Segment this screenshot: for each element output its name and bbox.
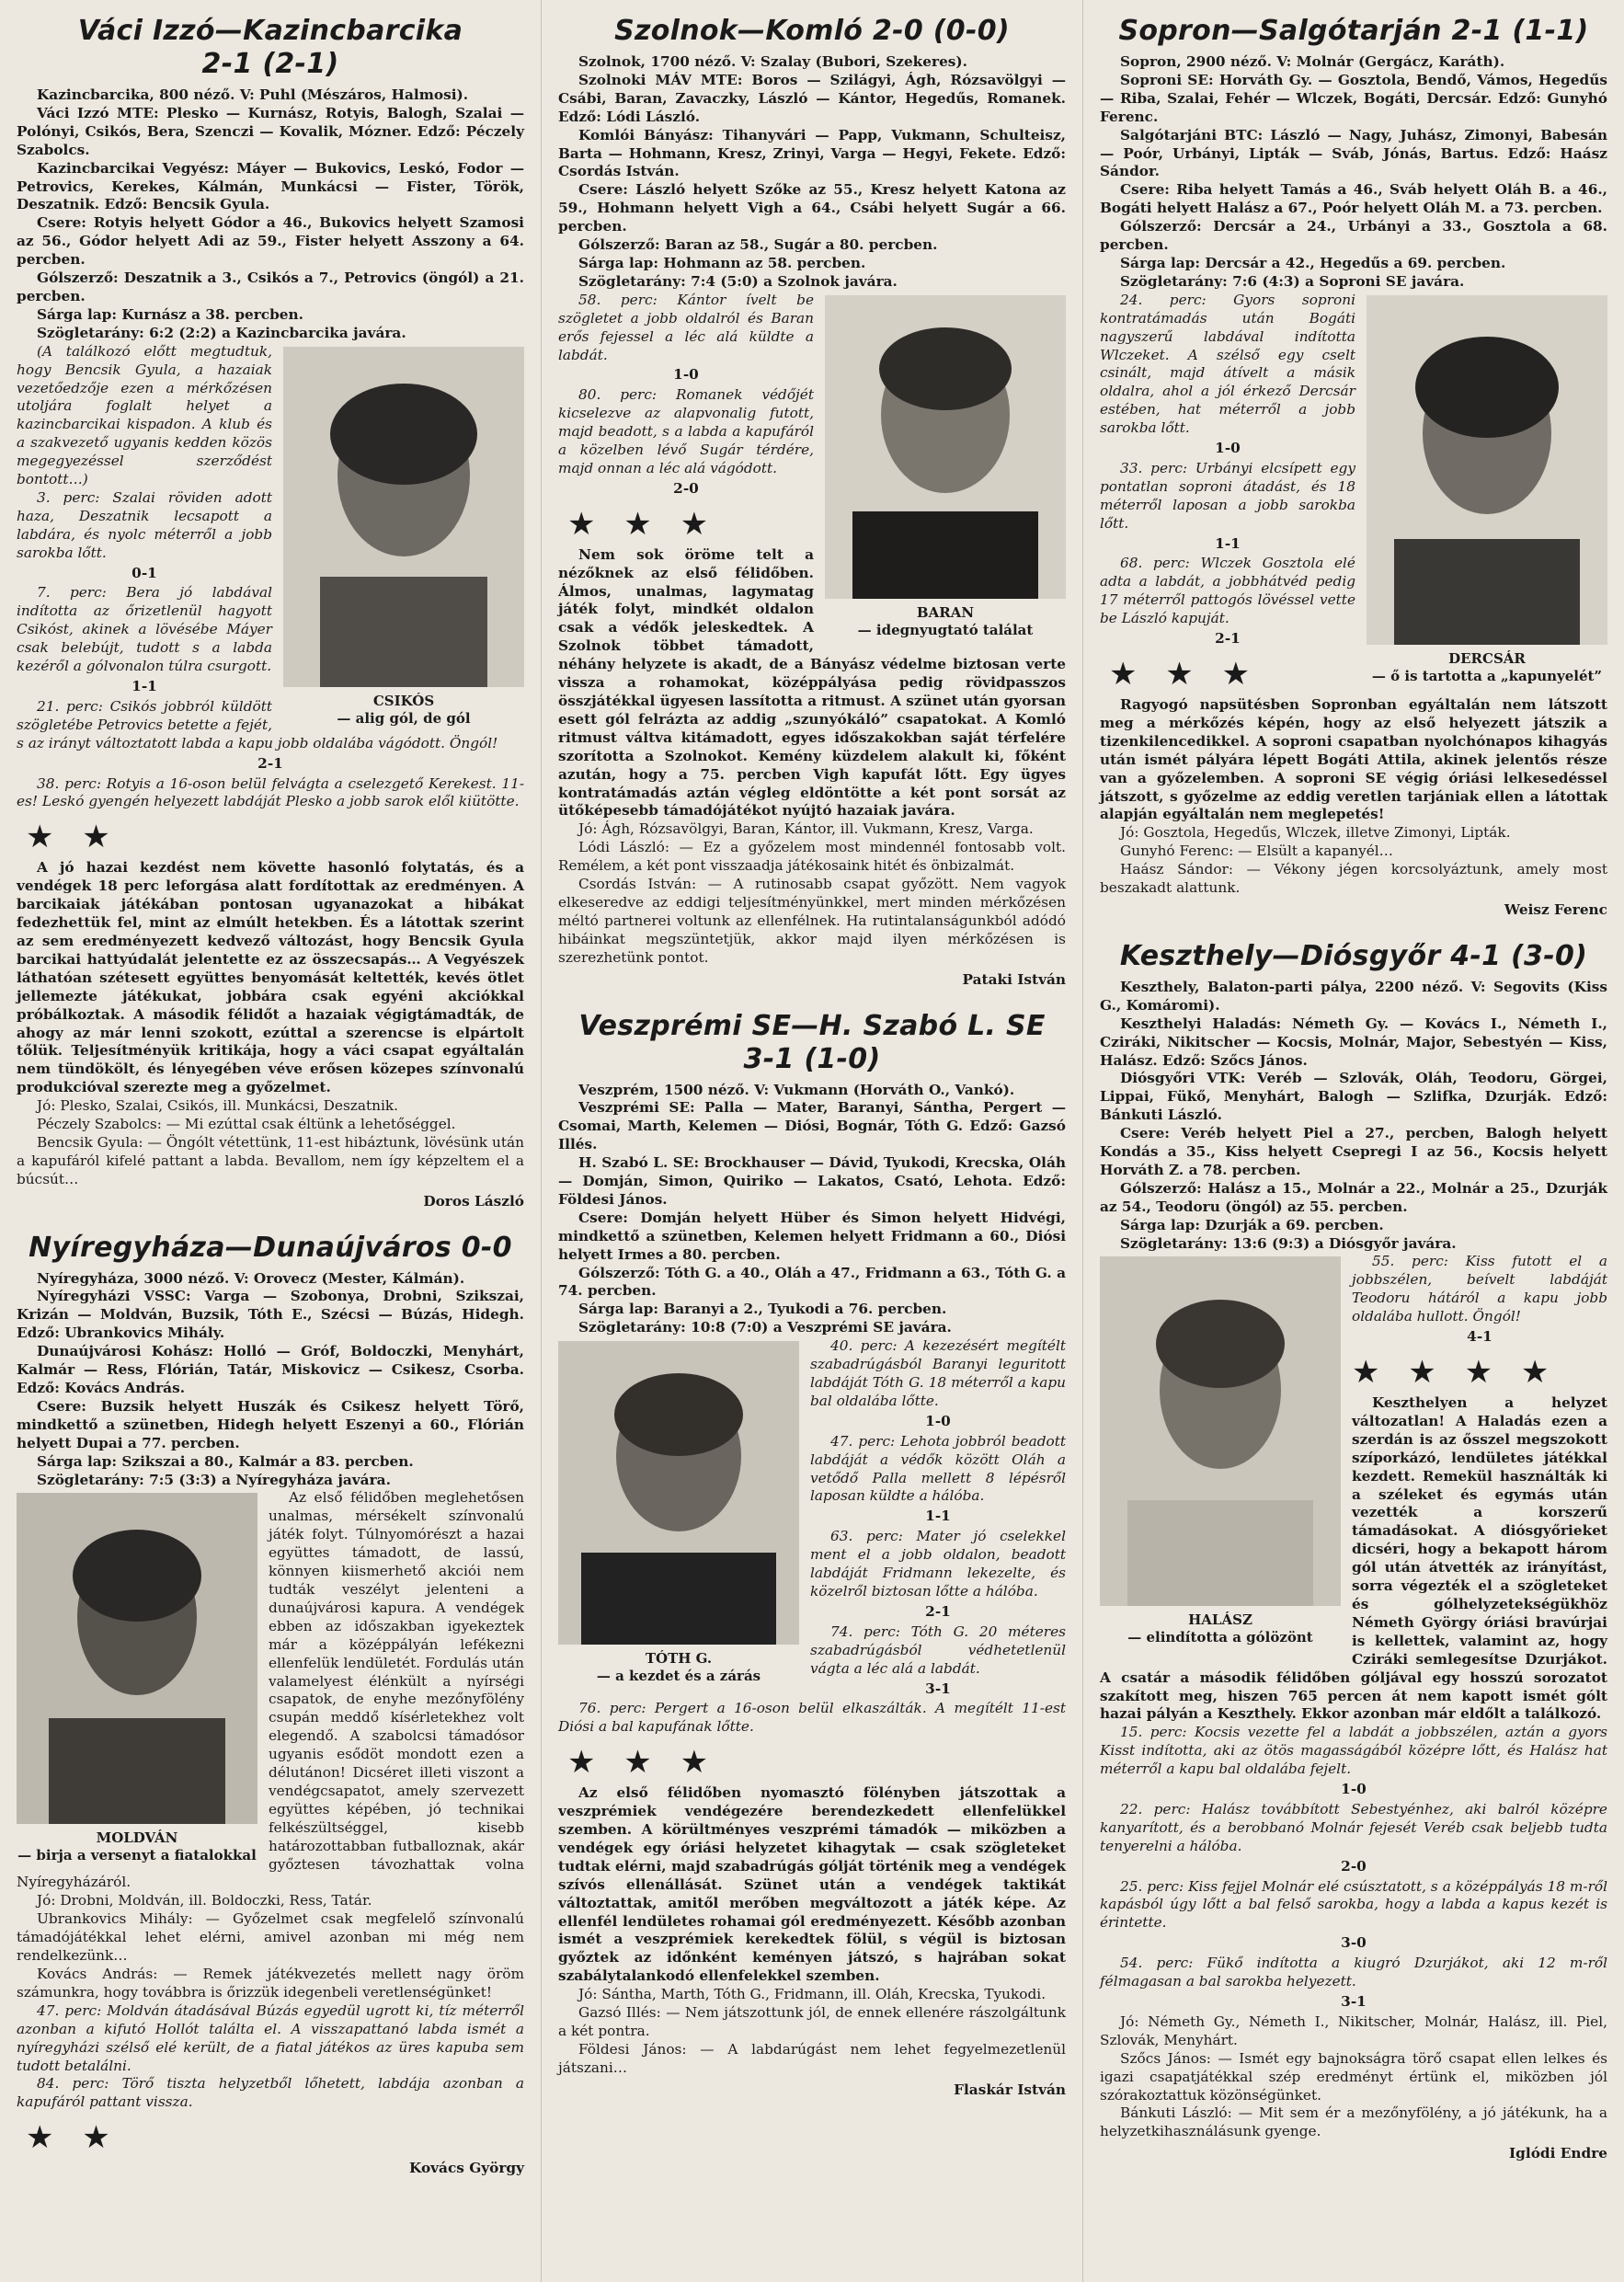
best-players: Jó: Gosztola, Hegedűs, Wlczek, illetve Zimonyi, Lipták. [1120,824,1511,842]
minute-47: 47. perc: Moldván átadásával Búzás egyedül ugrott ki, tíz méterről azonban a kifutó Hollót találta el. A visszapattanó labda ismét a nyíregyházi szélső elé került, de a fiatal játékos az üres kapuba sem tudott betalálni. [17,2001,524,2074]
lineup-away: Salgótarjáni BTC: László — Nagy, Juhász, Zimonyi, Babesán — Poór, Urbányi, Lipták — Sváb, Jónás, Bartus. Edző: Haász Sándor. [1100,126,1607,180]
coach-quote-home: Ubrankovics Mihály: — Győzelmet csak megfelelő színvonalú támadójátékkal lehet elérni, amivel azonban mi még nem rendelkezünk… [17,1910,524,1965]
lineup-home: Váci Izzó MTE: Plesko — Kurnász, Rotyis, Balogh, Szalai — Polónyi, Csikós, Bera, Szenczi — Kovalik, Mózner. Edző: Péczely Szabolcs. [17,104,524,158]
running-score: 4-1 [1467,1328,1492,1346]
author: Iglódi Endre [1509,2145,1607,2162]
report-nyiregyhaza-dunaujvaros [17,1232,524,2179]
coach-quote-home: Gunyhó Ferenc: — Elsült a kapanyél… [1120,843,1393,860]
match-info: Kazincbarcika, 800 néző. V: Puhl (Mészáros, Halmosi). [37,86,469,103]
scorers: Gólszerző: Deszatnik a 3., Csikós a 7., Petrovics (öngól) a 21. percben. [17,269,524,304]
best-players: Jó: Németh Gy., Németh I., Nikitscher, Molnár, Halász, ill. Piel, Szlovák, Menyhárt. [1100,2013,1607,2048]
photo-caption: DERCSÁR — ő is tartotta a „kapunyelét” [1371,649,1603,684]
best-players: Jó: Sántha, Marth, Tóth G., Fridmann, ill. Oláh, Krecska, Tyukodi. [578,1986,1046,2003]
headline: Sopron—Salgótarján 2-1 (1-1) [1118,15,1589,47]
minute-58: 58. perc: Kántor ívelt be szögletet a jobb oldalról és Baran erős fejessel a léc alá küldte a labdát. [558,291,814,363]
photo-caption: TÓTH G. — a kezdet és a zárás [596,1650,761,1685]
coach-quote-home: Szőcs János: — Ismét egy bajnokságra törő csapat ellen lelkes és igazi csapatjátékkal szép eredményt értünk el, miközben jól szórakoztattuk közönségünket. [1100,2049,1607,2104]
minute-74: 74. perc: Tóth G. 20 méteres szabadrúgásból védhetetlenül vágta a léc alá a labdát. [810,1623,1066,1677]
match-review: Keszthelyen a helyzet változatlan! A Haladás ezen a szerdán is az ősszel megszokott szíporkázó, lendületes játékkal kezdett. Remekül használták ki a széleket és egymás után vezették a korszerű támadásokat. A diósgyőrieket dicséri, hogy a bekapott három gól után átvették az irányítást, sorra végezték el a szögleteket és gólhelyzetekségükhöz Németh György óriási bravúrjai is kellettek, valamint az, hogy Cziráki semlegesítse Dzurjákot. A csatár a második félidőben góljával egy hosszú sorozatot szakított meg, hiszen 765 percen át nem kapott ismét gólt hazai pályán a Keszthely. Ekkor azonban már eldőlt a találkozó. [1100,1394,1607,1723]
match-review: A jó hazai kezdést nem követte hasonló folytatás, és a vendégek 18 perc leforgása alatt fordítottak az eredményen. A barcikaiak játékában pontosan ugyanazokat a hibákat fedezhettük fel, mint az elmúlt hetekben. És a látottak szerint az sem eredményezett kedvező változást, hogy Bencsik Gyula barcikai hattyúdalát jelentette ez az összecsapás… A Vegyészek láthatóan szétesett együttes benyomását keltették, kevés ötlet jellemezte játékukat, jobbára csak egyéni akciókkal próbálkoztak. A második félidőt a hazaiak végigtámadták, de ahogy az már lenni szokott, ezúttal a szerencse is elpártolt tőlük. Teljesítményük kritikája, hogy a váci csapat egyáltalán nem tündökölt, és lényegében véve erősen közepes színvonalú produkcióval szerezte meg a győzelmet. [17,859,524,1096]
minute-68: 68. perc: Wlczek Gosztola elé adta a labdát, a jobbhátvéd pedig 17 méterről pattogós lövéssel vette be László kapuját. [1100,555,1355,627]
author: Weisz Ferenc [1504,900,1607,918]
coach-quote-away: Haász Sándor: — Vékony jégen korcsolyáztunk, amely most beszakadt alattunk. [1100,861,1607,897]
player-photo [825,295,1066,599]
coach-quote-away: Kovács András: — Remek játékvezetés mellett nagy öröm számunkra, hogy továbbra is őrizzük idegenbeli veretlenségünket! [17,1966,524,2001]
lineup-away: Kazincbarcikai Vegyész: Máyer — Bukovics, Leskó, Fodor — Petrovics, Kerekes, Kálmán, Munkácsi — Fister, Török, Deszatnik. Edző: Bencsik Gyula. [17,159,524,213]
match-info: Veszprém, 1500 néző. V: Vukmann (Horváth O., Vankó). [578,1081,1015,1098]
lineup-home: Nyíregyházi VSSC: Varga — Szobonya, Drobni, Szikszai, Krizán — Moldván, Buzsik, Tóth E., Szécsi — Búzás, Hidegh. Edző: Ubrankovics Mihály. [17,1288,524,1342]
author: Kovács György [408,2160,524,2177]
author: Flaskár István [954,2081,1066,2098]
minute-40: 40. perc: A kezezésért megítélt szabadrúgásból Baranyi leguritott labdáját Tóth G. 18 méterről a kapu bal oldalába lőtte. [810,1337,1066,1409]
photo-dercsar [1367,295,1607,685]
yellow-cards: Sárga lap: Hohmann az 58. percben. [578,254,866,271]
minute-54: 54. perc: Fükő indította a kiugró Dzurjákot, aki 12 m-ről félmagasan a bal sarokba helyezett. [1100,1955,1607,1990]
scorers: Gólszerző: Dercsár a 24., Urbányi a 33., Gosztola a 68. percben. [1100,218,1607,254]
best-players: Jó: Drobni, Moldván, ill. Boldoczki, Ress, Tatár. [37,1892,372,1909]
yellow-cards: Sárga lap: Szikszai a 80., Kalmár a 83. percben. [37,1452,414,1470]
match-review: Nem sok öröme telt a nézőknek az első félidőben. Álmos, unalmas, lagymatag játék folyt, mindkét oldalon csak a védők jeleskedtek. A Szolnok többet támadott, néhány helyzete is akadt, de a Bányász védelme biztosan verte vissza a rohamokat, középpályása pedig rövidpasszos összjátékkal ügyesen lassította a ritmust. A szünet után gyorsan esett gól felrázta az addig „szunyókáló” csapatokat. A Komló ritmust váltva kitámadott, egyes időszakokban saját térfelére szorította a Szolnokot. Kemény küzdelem alakult ki, főként azután, hogy a 75. percben Vigh kapufát lőtt. Egy ügyes kontratámadás aztán végleg eldöntötte a két pont sorsát az ütőképesebb támadójátékot nyújtó hazaiak javára. [558,545,1066,820]
photo-caption: HALÁSZ — elindította a gólözönt [1127,1611,1313,1646]
running-score: 0-1 [132,564,157,581]
match-review: Az első félidőben meglehetősen unalmas, mérsékelt színvonalú játék folyt. Túlnyomórészt a hazai együttes támadott, de lassú, könnyen kiismerhető akciói nem tudták veszélyt jelenteni a dunaújvárosi kapura. A vendégek ebben az időszakban igyekeztek már a középpályán lefékezni ellenfelük lendületét. Fordulás után valamelyest élénkült a nyírségi csapatok, de enyhe mezőnyfölény csupán meddő kísérletekhez volt elegendő. A szabolcsi támadósor ugyanis esődöt mondott ezen a délutánon! Dicséret illeti viszont a vendégcsapatot, amely szervezett együttes képében, jó technikai felkészültséggel, kisebb határozottabban futballoznak, akár győztesen távozhattak volna Nyíregyházáról. [17,1489,524,1891]
running-score: 3-1 [925,1680,951,1697]
report-sopron-salgotarjan [1100,15,1607,927]
photo-baran [825,295,1066,639]
running-score: 1-0 [1341,1781,1367,1798]
column-3 [1083,0,1624,2282]
rating-stars: ★ ★ ★ [1109,656,1260,693]
running-score: 1-0 [1215,440,1241,457]
photo-toth-g [558,1341,799,1685]
lineup-home: Soproni SE: Horváth Gy. — Gosztola, Bendő, Vámos, Hegedűs — Riba, Szalai, Fehér — Wlczek, Bogáti, Dercsár. Edző: Gunyhó Ferenc. [1100,71,1607,125]
author: Doros László [423,1192,524,1210]
headline: Nyíregyháza—Dunaújváros 0-0 [29,1231,512,1264]
headline: Szolnok—Komló 2-0 (0-0) [614,15,1010,47]
photo-csikos [283,347,524,728]
report-szolnok-komlo [558,15,1066,997]
player-photo [283,347,524,687]
running-score: 1-1 [1215,534,1241,552]
lineup-away: Komlói Bányász: Tihanyvári — Papp, Vukmann, Schulteisz, Barta — Hohmann, Kresz, Zrinyi, Varga — Hegyi, Fekete. Edző: Csordás István. [558,126,1066,180]
substitutions: Csere: Domján helyett Hüber és Simon helyett Hidvégi, mindkettő a szünetben, Kelemen helyett Fridmann a 60., Diósi helyett Irmes a 80. percben. [558,1209,1066,1263]
match-review: Az első félidőben nyomasztó fölényben játszottak a veszprémiek vendégezére berendezkedett ellenfelükkel szemben. A körültményes veszprémi támadók — miközben a vendégek egy óriási helyzetet kihagytak — csak szögleteket tudtak elérni, majd szabadrúgás gólját történik meg a vendégek szívós ellenállását. Szünet után a vendégek taktikát változtattak, amitől merőben megváltozott a játék képe. Az ellenfél lendületes rohamai gól eredményezett. Később azonban ismét a veszprémiek kerekedtek fölül, s végül is biztosan győztek az időnként keményen játszó, s hajrában sokat szabálytalankodó ellenfelekkel szemben. [558,1784,1066,1985]
corners: Szögletarány: 10:8 (7:0) a Veszprémi SE javára. [578,1319,952,1336]
running-score: 3-0 [1341,1934,1367,1952]
minute-80: 80. perc: Romanek védőjét kicselezve az alapvonalig futott, majd beadott, s a labda a kapufáról a közelben lévő Sugár térdére, majd onnan a léc alá vágódott. [558,386,814,476]
lineup-away: Dunaújvárosi Kohász: Holló — Gróf, Boldoczki, Menyhárt, Kalmár — Ress, Flórián, Tatár, Miskovicz — Csikesz, Csorba. Edző: Kovács András. [17,1343,524,1396]
player-photo [1367,295,1607,645]
photo-moldvan [17,1493,257,1864]
minute-84: 84. perc: Törő tiszta helyzetből lőhetett, labdája azonban a kapufáról pattant vissza. [17,2075,524,2111]
running-score: 1-1 [132,678,157,694]
headline: Keszthely—Diósgyőr 4-1 (3-0) [1119,939,1588,972]
coach-quote-home: Gazsó Illés: — Nem játszottunk jól, de ennek ellenére rászolgáltunk a két pontra. [558,2004,1066,2039]
minute-47: 47. perc: Lehota jobbról beadott labdáját a védők között Oláh a vetődő Palla mellett 8 lépésről laposan küldte a hálóba. [810,1432,1066,1505]
coach-quote-away: Csordás István: — A rutinosabb csapat győzött. Nem vagyok elkeseredve az eddigi teljesítményünkkel, mert minden mérkőzésen méltó partnerei voltunk az ellenfélnek. Ha rutintalanságunkból adódó hibáinkat megszüntetjük, akkor majd ilyen mérkőzésen is szerezhetünk pontot. [558,876,1066,966]
minute-25: 25. perc: Kiss fejjel Molnár elé csúsztatott, s a középpályás 18 m-ről kapásból úgy lőtt a bal felső sarokba, hogy a labda a kapus kezét is érintette. [1100,1877,1607,1932]
corners: Szögletarány: 6:2 (2:2) a Kazincbarcika javára. [37,324,406,341]
match-info: Nyíregyháza, 3000 néző. V: Orovecz (Mester, Kálmán). [37,1269,465,1287]
report-vac-kazincbarcika [17,15,524,1219]
running-score: 3-1 [1341,1993,1367,2010]
intro-note: (A találkozó előtt megtudtuk, hogy Bencsik Gyula, a hazaiak vezetőedzője ezen a mérkőzésen utoljára foglalt helyet a kazincbarcikai kispadon. A klub és a szakvezető ugyanis kedden közös megegyezéssel szerződést bontott…) [17,342,272,488]
minute-21: 21. perc: Csikós jobbról küldött szögletébe Petrovics betette a fejét, s az irányt változtatott labda a kapu jobb oldalába vágódott. Öngól! [17,697,498,751]
yellow-cards: Sárga lap: Kurnász a 38. percben. [37,305,303,323]
running-score: 1-0 [673,366,699,384]
lineup-away: Diósgyőri VTK: Veréb — Szlovák, Oláh, Teodoru, Görgei, Lippai, Fükő, Menyhárt, Balogh — Szlifka, Dzurják. Edző: Bánkuti László. [1100,1070,1607,1124]
column-1 [0,0,541,2282]
best-players: Jó: Plesko, Szalai, Csikós, ill. Munkácsi, Deszatnik. [37,1097,398,1115]
running-score: 2-0 [673,479,699,497]
running-score: 2-1 [257,754,283,772]
report-veszprem-hszabo [558,1010,1066,2100]
substitutions: Csere: Riba helyett Tamás a 46., Sváb helyett Oláh B. a 46., Bogáti helyett Halász a 67., Poór helyett Oláh M. a 73. percben. [1100,181,1607,217]
rating-stars: ★ ★ ★ ★ [1352,1354,1559,1391]
coach-quote-away: Bánkuti László: — Mit sem ér a mezőnyfölény, a jó játékunk, ha a helyzetkihasználásunk gyenge. [1100,2104,1607,2140]
scorers: Gólszerző: Baran az 58., Sugár a 80. percben. [578,236,938,254]
corners: Szögletarány: 7:4 (5:0) a Szolnok javára. [578,272,898,290]
minute-22: 22. perc: Halász továbbított Sebestyénhez, aki balról középre kanyarított, és a berobbanó Molnár fejesét Veréb csak beljebb tudta tenyerelni a hálóba. [1100,1800,1607,1854]
corners: Szögletarány: 7:6 (4:3) a Soproni SE javára. [1120,272,1465,290]
match-review: Ragyogó napsütésben Sopronban egyáltalán nem látszott meg a mérkőzés képén, hogy az első helyezett játszik a tizenkilencedikkel. A soproni csapatban nyolchónapos kihagyás után ismét pályára lépett Bogáti Attila, akinek jelentős része van a győzelemben. A soproni SE végig óriási lelkesedéssel játszott, s győzelme az eddig veretlen tarjániak ellen a látottak alapján egyáltalán nem meglepetés! [1100,696,1607,823]
substitutions: Csere: Veréb helyett Piel a 27., percben, Balogh helyett Kondás a 35., Kiss helyett Csepregi I az 56., Kocsis helyett Horváth Z. a 78. percben. [1100,1125,1607,1178]
minute-33: 33. perc: Urbányi elcsípett egy pontatlan soproni átadást, és 18 méterről laposan a jobb sarokba lőtt. [1100,459,1355,532]
rating-stars: ★ ★ [26,2119,120,2157]
lineup-home: Veszprémi SE: Palla — Mater, Baranyi, Sántha, Pergert — Csomai, Marth, Kelemen — Diósi, Bognár, Tóth G. Edző: Gazsó Illés. [558,1099,1066,1153]
running-score: 2-1 [1215,630,1241,648]
photo-caption: MOLDVÁN — birja a versenyt a fiatalokkal [17,1829,257,1864]
player-photo [558,1341,799,1645]
yellow-cards: Sárga lap: Dzurják a 69. percben. [1120,1216,1384,1233]
rating-stars: ★ ★ [26,819,120,856]
minute-63: 63. perc: Mater jó cselekkel ment el a jobb oldalon, beadott labdáját Fridmann lekezelte, és közelről biztosan lőtte a hálóba. [810,1528,1066,1600]
yellow-cards: Sárga lap: Dercsár a 42., Hegedűs a 69. percben. [1120,254,1506,271]
minute-55: 55. perc: Kiss futott el a jobbszélen, beívelt labdáját Teodoru hátáról a kapu jobb oldalába hullott. Öngól! [1352,1253,1607,1325]
coach-quote-away: Bencsik Gyula: — Öngólt vétettünk, 11-est hibáztunk, lövésünk után a kapufáról kifelé pattant a labda. Bevallom, nem így képzeltem el a búcsút… [17,1133,524,1187]
corners: Szögletarány: 13:6 (9:3) a Diósgyőr javára. [1120,1234,1457,1252]
scorers: Gólszerző: Halász a 15., Molnár a 22., Molnár a 25., Dzurják az 54., Teodoru (öngól) az 55. percben. [1100,1179,1607,1215]
headline: Váci Izzó—Kazincbarcika [77,15,463,47]
match-info: Sopron, 2900 néző. V: Molnár (Gergácz, Karáth). [1120,53,1505,70]
scorers: Gólszerző: Tóth G. a 40., Oláh a 47., Fridmann a 63., Tóth G. a 74. percben. [558,1264,1066,1300]
photo-halasz [1100,1256,1341,1646]
lineup-home: Szolnoki MÁV MTE: Boros — Szilágyi, Ágh, Rózsavölgyi — Csábi, Baran, Zavaczky, László — Kántor, Hegedűs, Romanek. Edző: Lódi László. [558,71,1066,125]
photo-caption: CSIKÓS — alig gól, de gól [337,692,471,727]
player-photo [1100,1256,1341,1606]
substitutions: Csere: Buzsik helyett Huszák és Csikesz helyett Törő, mindkettő a szünetben, Hidegh helyett Eszenyi a 60., Flórián helyett Dupai a 77. percben. [17,1397,524,1451]
lineup-home: Keszthelyi Haladás: Németh Gy. — Kovács I., Németh I., Cziráki, Nikitscher — Kocsis, Molnár, Major, Sebestyén — Kiss, Halász. Edző: Szőcs János. [1100,1015,1607,1069]
running-score: 1-1 [925,1508,951,1525]
substitutions: Csere: Rotyis helyett Gódor a 46., Bukovics helyett Szamosi az 56., Gódor helyett Adi az 59., Fister helyett Asszony a 64. percben. [17,214,524,269]
minute-7: 7. perc: Bera jó labdával indította az őrizetlenül hagyott Csikóst, akinek a lövésébe Máyer csak belebújt, tudott s a labda kezéről a gólvonalon túlra csurgott. [17,584,272,675]
running-score: 2-0 [1341,1857,1367,1875]
headline: Veszprémi SE—H. Szabó L. SE [578,1009,1046,1042]
match-info: Keszthely, Balaton-parti pálya, 2200 néző. V: Segovits (Kiss G., Komáromi). [1100,978,1607,1014]
author: Pataki István [962,970,1066,988]
column-2 [542,0,1082,2282]
running-score: 1-0 [925,1412,951,1429]
corners: Szögletarány: 7:5 (3:3) a Nyíregyháza javára. [37,1471,391,1488]
minute-24: 24. perc: Gyors soproni kontratámadás után Bogáti nagyszerű labdával indította Wlczeket. A szélső egy cselt csinált, majd átívelt a másik oldalra, ahol a jól érkező Dercsár estében, hat méterről a jobb sarokba lőtt. [1100,291,1355,437]
minute-3: 3. perc: Szalai röviden adott haza, Deszatnik lecsapott a labdára, és nyolc méterről a jobb sarokba lőtt. [17,488,272,561]
minute-15: 15. perc: Kocsis vezette fel a labdát a jobbszélen, aztán a gyors Kisst indította, aki az ötös magasságából középre lőtt, és Halász hat méterről a kapu bal oldalába fejelt. [1100,1724,1607,1778]
substitutions: Csere: László helyett Szőke az 55., Kresz helyett Katona az 59., Hohmann helyett Vigh a 64., Csábi helyett Sugár a 66. percben. [558,181,1066,235]
coach-quote-home: Péczely Szabolcs: — Mi ezúttal csak éltünk a lehetőséggel. [37,1116,456,1133]
player-photo [17,1493,257,1824]
minute-76: 76. perc: Pergert a 16-oson belül elkaszálták. A megítélt 11-est Diósi a bal kapufának lőtte. [558,1700,1066,1736]
coach-quote-away: Földesi János: — A labdarúgást nem lehet fegyelmezetlenül játszani… [558,2040,1066,2076]
rating-stars: ★ ★ ★ [567,1744,718,1782]
rating-stars: ★ ★ ★ [567,505,718,543]
headline-score: 3-1 (1-0) [743,1042,881,1075]
coach-quote-home: Lódi László: — Ez a győzelem most mindennél fontosabb volt. Remélem, a két pont visszaadja játékosaink hitét és önbizalmát. [558,839,1066,875]
best-players: Jó: Ágh, Rózsavölgyi, Baran, Kántor, ill. Vukmann, Kresz, Varga. [578,820,1034,838]
match-info: Szolnok, 1700 néző. V: Szalay (Bubori, Szekeres). [578,53,967,70]
headline-score: 2-1 (2-1) [201,48,339,80]
running-score: 2-1 [925,1602,951,1620]
photo-caption: BARAN — idegnyugtató találat [857,603,1034,638]
yellow-cards: Sárga lap: Baranyi a 2., Tyukodi a 76. percben. [578,1301,947,1318]
lineup-away: H. Szabó L. SE: Brockhauser — Dávid, Tyukodi, Krecska, Oláh — Domján, Simon, Quiriko — Lakatos, Csató, Lehota. Edző: Földesi János. [558,1154,1066,1208]
report-keszthely-diosgyor [1100,940,1607,2163]
minute-38: 38. perc: Rotyis a 16-oson belül felvágta a cselezgető Kerekest. 11-es! Leskó gyengén helyezett labdáját Plesko a jobb sarok elől kiütötte. [17,774,524,810]
